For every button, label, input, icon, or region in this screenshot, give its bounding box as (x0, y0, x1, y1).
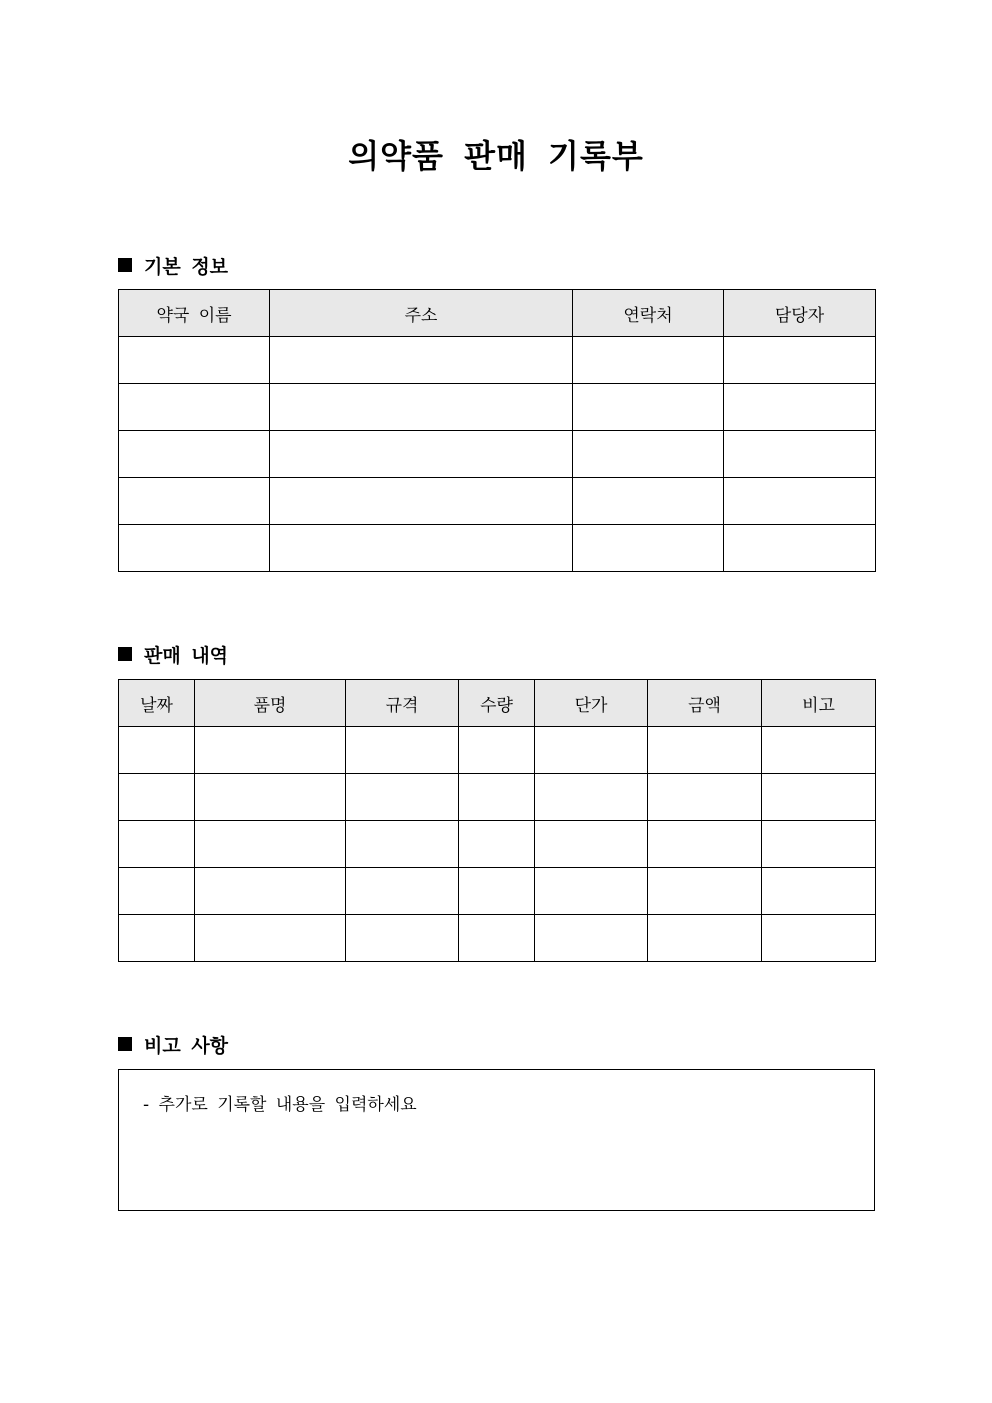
table-row (119, 478, 876, 525)
pharmacy-name-cell[interactable] (119, 431, 270, 478)
date-cell[interactable] (119, 915, 195, 962)
specification-cell[interactable] (346, 821, 459, 868)
col-header-amount: 금액 (648, 680, 762, 727)
amount-cell[interactable] (648, 821, 762, 868)
square-bullet-icon (118, 647, 132, 661)
remarks-cell[interactable] (762, 727, 876, 774)
col-header-contact: 연락처 (573, 290, 724, 337)
amount-cell[interactable] (648, 915, 762, 962)
amount-cell[interactable] (648, 774, 762, 821)
col-header-person-in-charge: 담당자 (724, 290, 876, 337)
table-row (119, 431, 876, 478)
product-name-cell[interactable] (195, 915, 346, 962)
document-title: 의약품 판매 기록부 (348, 137, 644, 175)
contact-cell[interactable] (573, 384, 724, 431)
specification-cell[interactable] (346, 868, 459, 915)
sales-header-row (119, 680, 876, 727)
table-row (119, 727, 876, 774)
person-in-charge-cell[interactable] (724, 431, 876, 478)
quantity-cell[interactable] (459, 821, 535, 868)
contact-cell[interactable] (573, 525, 724, 572)
sales-history-heading-label: 판매 내역 (144, 644, 229, 667)
remarks-cell[interactable] (762, 868, 876, 915)
sales-history-heading (118, 640, 228, 668)
pharmacy-name-cell[interactable] (119, 478, 270, 525)
table-row (119, 384, 876, 431)
remarks-cell[interactable] (762, 915, 876, 962)
table-row (119, 821, 876, 868)
address-cell[interactable] (270, 478, 573, 525)
address-cell[interactable] (270, 384, 573, 431)
person-in-charge-cell[interactable] (724, 384, 876, 431)
col-header-quantity: 수량 (459, 680, 535, 727)
specification-cell[interactable] (346, 727, 459, 774)
quantity-cell[interactable] (459, 727, 535, 774)
quantity-cell[interactable] (459, 774, 535, 821)
notes-heading-label: 비고 사항 (144, 1034, 229, 1057)
date-cell[interactable] (119, 868, 195, 915)
contact-cell[interactable] (573, 478, 724, 525)
person-in-charge-cell[interactable] (724, 525, 876, 572)
product-name-cell[interactable] (195, 727, 346, 774)
product-name-cell[interactable] (195, 821, 346, 868)
person-in-charge-cell[interactable] (724, 337, 876, 384)
pharmacy-name-cell[interactable] (119, 525, 270, 572)
notes-heading (118, 1030, 228, 1058)
amount-cell[interactable] (648, 868, 762, 915)
unit-price-cell[interactable] (535, 821, 648, 868)
col-header-specification: 규격 (346, 680, 459, 727)
table-row (119, 774, 876, 821)
basic-info-header-row (119, 290, 876, 337)
quantity-cell[interactable] (459, 868, 535, 915)
specification-cell[interactable] (346, 915, 459, 962)
sales-history-table (118, 679, 876, 962)
table-row (119, 868, 876, 915)
quantity-cell[interactable] (459, 915, 535, 962)
notes-box[interactable] (118, 1069, 875, 1211)
amount-cell[interactable] (648, 727, 762, 774)
product-name-cell[interactable] (195, 774, 346, 821)
table-row (119, 915, 876, 962)
date-cell[interactable] (119, 774, 195, 821)
unit-price-cell[interactable] (535, 727, 648, 774)
table-row (119, 337, 876, 384)
contact-cell[interactable] (573, 431, 724, 478)
unit-price-cell[interactable] (535, 774, 648, 821)
notes-placeholder-text: - 추가로 기록할 내용을 입력하세요 (143, 1095, 417, 1115)
basic-info-table (118, 289, 876, 572)
remarks-cell[interactable] (762, 821, 876, 868)
col-header-address: 주소 (270, 290, 573, 337)
basic-info-heading-label: 기본 정보 (144, 255, 229, 278)
col-header-remarks: 비고 (762, 680, 876, 727)
unit-price-cell[interactable] (535, 868, 648, 915)
col-header-unit-price: 단가 (535, 680, 648, 727)
col-header-date: 날짜 (119, 680, 195, 727)
pharmacy-name-cell[interactable] (119, 337, 270, 384)
person-in-charge-cell[interactable] (724, 478, 876, 525)
square-bullet-icon (118, 1037, 132, 1051)
contact-cell[interactable] (573, 337, 724, 384)
col-header-product-name: 품명 (195, 680, 346, 727)
square-bullet-icon (118, 258, 132, 272)
unit-price-cell[interactable] (535, 915, 648, 962)
remarks-cell[interactable] (762, 774, 876, 821)
col-header-pharmacy-name: 약국 이름 (119, 290, 270, 337)
basic-info-heading (118, 251, 228, 279)
pharmacy-name-cell[interactable] (119, 384, 270, 431)
date-cell[interactable] (119, 727, 195, 774)
date-cell[interactable] (119, 821, 195, 868)
address-cell[interactable] (270, 431, 573, 478)
product-name-cell[interactable] (195, 868, 346, 915)
address-cell[interactable] (270, 525, 573, 572)
specification-cell[interactable] (346, 774, 459, 821)
address-cell[interactable] (270, 337, 573, 384)
table-row (119, 525, 876, 572)
